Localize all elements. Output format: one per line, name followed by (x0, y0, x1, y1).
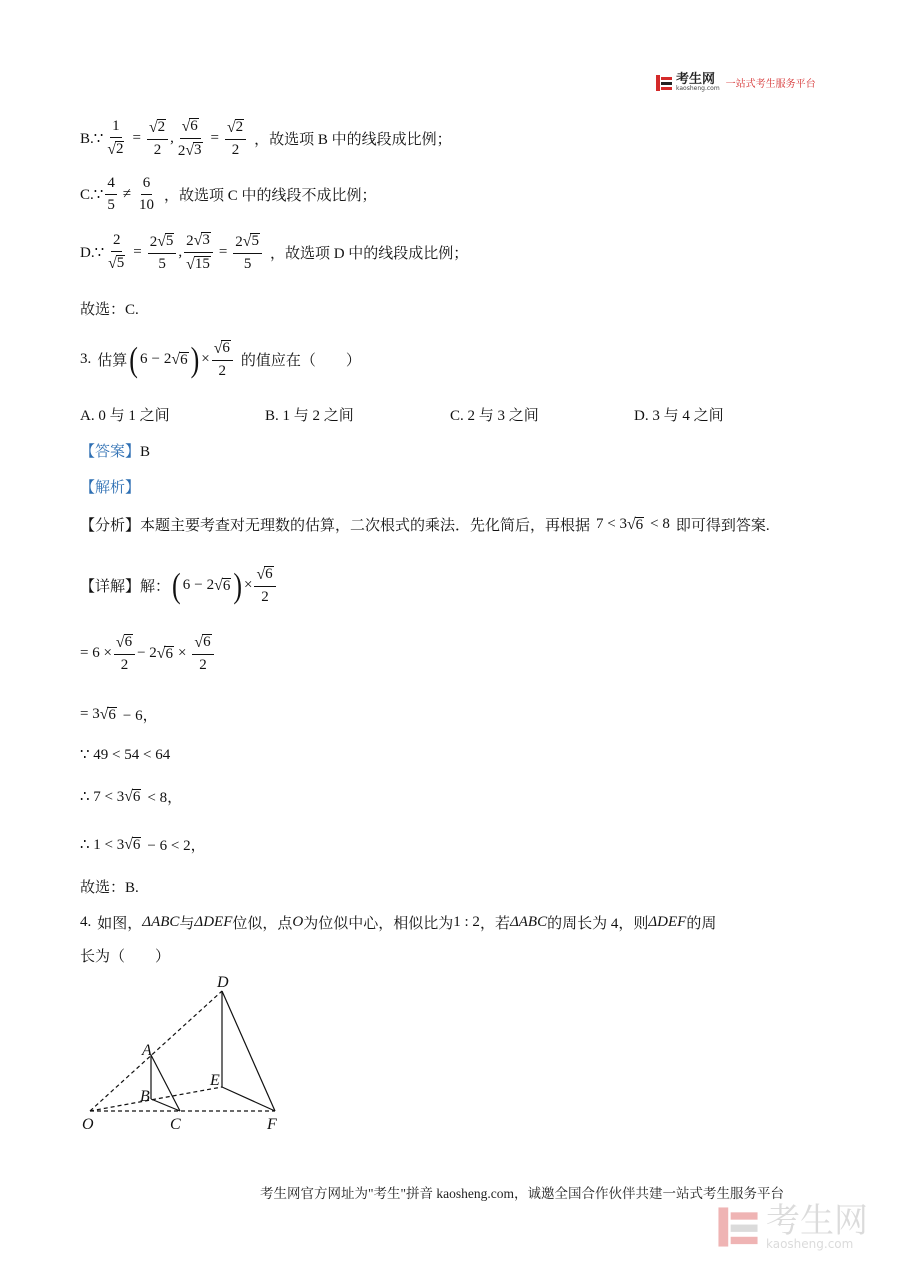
fraction: 1 √ 2 (107, 118, 124, 158)
q3-because: ∵ 49 < 54 < 64 (80, 747, 171, 763)
q3-step2: = 3 √ 6 − 6， (80, 705, 158, 724)
watermark-sub: kaosheng.com (766, 1237, 854, 1251)
q3-option-b: B. 1 与 2 之间 (265, 408, 354, 424)
q3-step1: = 6 × √ 6 2 − 2 √ 6 × √ 6 2 (80, 634, 216, 673)
q2-conclusion: 故选：C. (80, 302, 139, 318)
q3-answer: 【答案】B (80, 444, 151, 460)
q3-option-c: C. 2 与 3 之间 (450, 408, 539, 424)
footer-text: 考生网官方网址为"考生"拼音 kaosheng.com，诚邀全国合作伙伴共建一站式考生服务平台 (260, 1186, 785, 1201)
logo-text: 考生网 (676, 72, 716, 87)
segment-df (222, 991, 275, 1111)
q2-option-b: B.∵ 1 √ 2 = √ 2 2 , √ 6 2 √ 3 = √ 2 2 ，故选项 B 中的线段成比例； (80, 118, 452, 159)
q3-fenxi: 【分析】 本题主要考查对无理数的估算，二次根式的乘法．先化简后，再根据 7 < 3 √ 6 < 8 即可得到答案. (80, 515, 770, 534)
logo-sub: kaosheng.com (676, 85, 720, 92)
watermark (716, 1201, 868, 1251)
label-b: B (140, 1088, 150, 1105)
q3-therefore-1: ∴ 7 < 3 √ 6 < 8， (80, 787, 183, 806)
logo-icon (655, 74, 673, 92)
dashed-line-od (90, 991, 222, 1111)
watermark-text: 考生网 (766, 1201, 868, 1241)
segment-bc (151, 1099, 180, 1111)
watermark-logo-icon (716, 1205, 760, 1249)
homothety-figure (70, 975, 310, 1155)
q3-analysis-label: 【解析】 (80, 480, 141, 496)
q3-therefore-2: ∴ 1 < 3 √ 6 − 6 < 2， (80, 835, 206, 854)
label-f: F (267, 1116, 277, 1133)
segment-ac (151, 1055, 180, 1111)
q3-conclusion: 故选：B. (80, 880, 139, 896)
label-d: D (217, 975, 229, 991)
header-logo (655, 73, 816, 92)
label-c: C (170, 1116, 181, 1133)
q3-prompt: 3. 估算 ( 6 − 2 √ 6 ) × √ 6 2 的值应在（ ） (80, 339, 361, 379)
dashed-line-oe (90, 1087, 222, 1111)
q2-option-d: D.∵ 2 √ 5 = 2 √ 5 5 , 2 √ 3 √ 15 = 2 √ 5 5 ，故选项 D 中的线段成比例； (80, 232, 469, 273)
q2-option-c: C.∵ $\frac{4}{5}$ ≠ $\frac{6}{10}$ ，故选项 C 中的线段不成比例； (80, 175, 377, 213)
q3-xiangjie: 【详解】 解： ( 6 − 2 √ 6 ) × √ 6 2 (80, 566, 278, 605)
header-slogan: 一站式考生服务平台 (725, 79, 816, 90)
q3-option-d: D. 3 与 4 之间 (634, 408, 724, 424)
label-a: A (142, 1042, 152, 1059)
q3-option-a: A. 0 与 1 之间 (80, 408, 170, 424)
segment-ef (222, 1087, 275, 1111)
q4-prompt-line2: 长为（ ） (80, 949, 171, 965)
label-e: E (210, 1072, 220, 1089)
label-o: O (82, 1116, 94, 1133)
q4-prompt: 4. 如图， ΔABC 与 ΔDEF 位似，点 O 为位似中心，相似比为 1 : 2 ，若 ΔABC 的周长为 4，则 ΔDEF 的周 (80, 914, 717, 932)
